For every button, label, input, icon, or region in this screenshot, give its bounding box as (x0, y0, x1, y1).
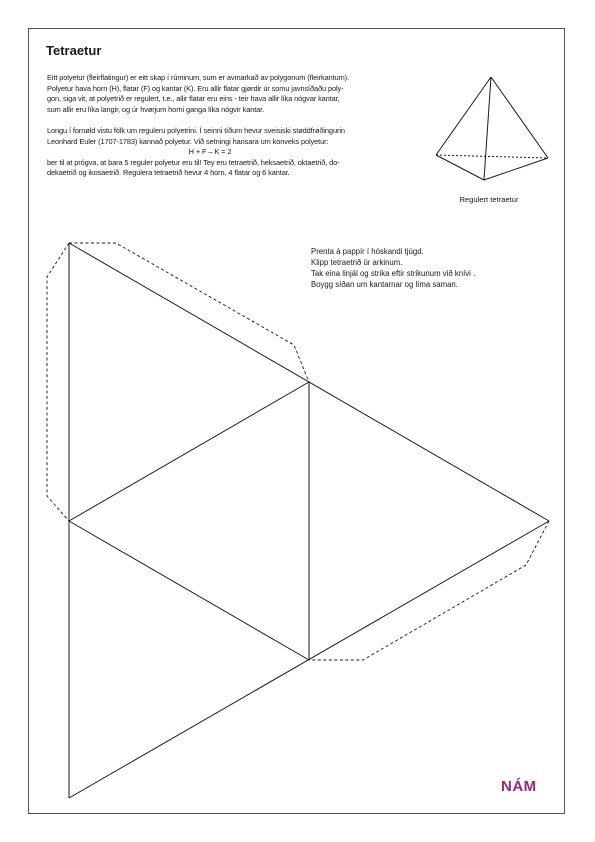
instruction-line: Tak eina linjál og strika eftir strikunum við knívi . (311, 269, 476, 278)
tetra-edge (436, 77, 491, 155)
glue-tab-left (47, 243, 69, 521)
instruction-line: Boygg síðan um kantarnar og líma saman. (311, 280, 458, 289)
glue-tabs (47, 243, 549, 660)
intro-line: dekaetrið og ikosaetrið. Regulera tetraetrið hevur 4 horn, 4 flatar og 6 kantar. (47, 168, 290, 178)
tetra-edge (484, 77, 491, 180)
euler-formula: H + F – K = 2 (188, 147, 232, 157)
nam-logo: NÁM (501, 778, 537, 795)
tetra-edge (484, 158, 548, 180)
tetrahedron-net (69, 243, 549, 798)
tetra-edge (491, 77, 548, 158)
intro-line: gon, siga vit, at polyetrið er regulert, t.e., allir flatar eru eins - teir hava allir líka nógvar kantar, (47, 94, 340, 104)
page-title: Tetraetur (46, 43, 102, 58)
net-fold-line (69, 521, 309, 660)
intro-line: Polyetur hava horn (H), flatar (F) og kantar (K). Eru allir flatar gjørdir úr somu javnsíðaðu poly- (47, 83, 344, 93)
intro-line: ber til at prógva, at bara 5 reguler polyetur eru til! Tey eru tetraetrið, heksaetrið, oktaetrið, do- (47, 157, 340, 167)
instruction-line: Klipp tetraetrið úr arkinum. (311, 258, 403, 267)
intro-line: Longu í fornøld vistu fólk um reguleru polyetrini. Í seinni tíðum hevur sveisiski støddfrøðingurin (47, 125, 345, 135)
instructions (311, 246, 541, 290)
tetra-edge (436, 155, 484, 180)
intro-line: sum allir eru líka langir, og úr hvørjum horni ganga líka nógvir kantar. (47, 104, 265, 114)
net-fold-line (69, 382, 309, 521)
tetra-hidden-edge (436, 155, 548, 158)
figure-caption: Regulert tetraetur (459, 195, 519, 204)
intro-line: Leonhard Euler (1707-1783) kannað polyetur. Við setningi hansara um konveks polyetur: (47, 136, 329, 146)
instruction-line: Prenta á pappír í hóskandi tjúgd. (311, 247, 424, 256)
tetrahedron-illustration (436, 77, 548, 180)
intro-line: Eitt polyetur (fleirflatingur) er eitt skap í rúminum, sum er avmarkað av polygonum (fleirkantum). (47, 73, 349, 82)
